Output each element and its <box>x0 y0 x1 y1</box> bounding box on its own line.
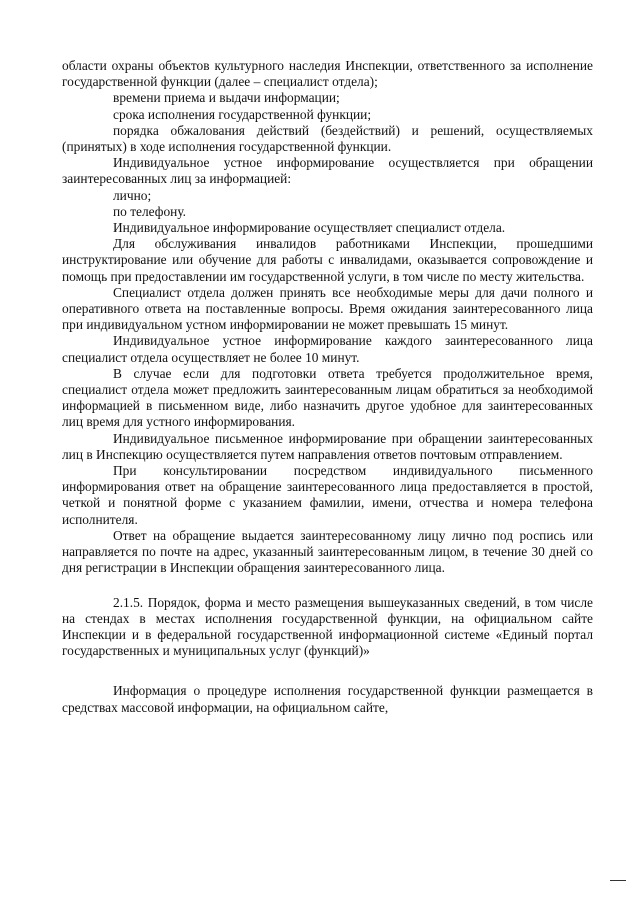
paragraph-specialist-definition: области охраны объектов культурного наследия Инспекции, ответственного за исполнение государственной функции (далее – специалист отдела); <box>62 58 593 90</box>
paragraph-oral-duration: Индивидуальное устное информирование каждого заинтересованного лица специалист отдела осуществляет не более 10 минут. <box>62 333 593 365</box>
paragraph-long-preparation: В случае если для подготовки ответа требуется продолжительное время, специалист отдела может предложить заинтересованным лицам обратиться за необходимой информацией в письменном виде, либо назначить другое удобное для заинтересованных лиц время для устного информирования. <box>62 365 593 430</box>
paragraph-written-consulting: При консультировании посредством индивидуального письменного информирования ответ на обращение заинтересованного лица предоставляется в простой, четкой и понятной форме с указанием фамилии, имени, отчества и номера телефона исполнителя. <box>62 463 593 527</box>
list-item-appeal-procedure: порядка обжалования действий (бездействий) и решений, осуществляемых (принятых) в ходе исполнения государственной функции. <box>62 122 593 155</box>
paragraph-oral-informing: Индивидуальное устное информирование осуществляется при обращении заинтересованных лиц за информацией: <box>62 155 593 187</box>
list-item-by-phone: по телефону. <box>113 203 187 219</box>
section-heading-2-1-5: 2.1.5. Порядок, форма и место размещения вышеуказанных сведений, в том числе на стендах в местах исполнения государственной функции, на официальном сайте Инспекции и в федеральной государственной информационной системе «Единый портал государственных и муниципальных услуг (функций)» <box>62 594 593 659</box>
document-body <box>62 58 593 716</box>
paragraph-procedure-information: Информация о процедуре исполнения государственной функции размещается в средствах массовой информации, на официальном сайте, <box>62 683 593 715</box>
list-item-in-person: лично; <box>113 187 152 203</box>
paragraph-disabled-service: Для обслуживания инвалидов работниками Инспекции, прошедшими инструктирование или обучение для работы с инвалидами, оказывается сопровождение и помощь при предоставлении им государственной услуги, в том числе по месту жительства. <box>62 236 593 284</box>
paragraph-response-delivery: Ответ на обращение выдается заинтересованному лицу лично под роспись или направляется по почте на адрес, указанный заинтересованным лицом, в течение 30 дней со дня регистрации в Инспекции обращения заинтересованного лица. <box>62 527 593 576</box>
paragraph-written-informing: Индивидуальное письменное информирование при обращении заинтересованных лиц в Инспекцию осуществляется путем направления ответов почтовым отправлением. <box>62 430 593 462</box>
list-item-reception-time: времени приема и выдачи информации; <box>113 90 340 106</box>
list-item-execution-period: срока исполнения государственной функции; <box>113 106 372 122</box>
paragraph-waiting-time: Специалист отдела должен принять все необходимые меры для дачи полного и оперативного ответа на поставленные вопросы. Время ожидания заинтересованного лица при индивидуальном устном информировании не может превышать 15 минут. <box>62 284 593 333</box>
page-corner-mark <box>610 880 626 881</box>
paragraph-individual-informing: Индивидуальное информирование осуществляет специалист отдела. <box>113 220 506 236</box>
